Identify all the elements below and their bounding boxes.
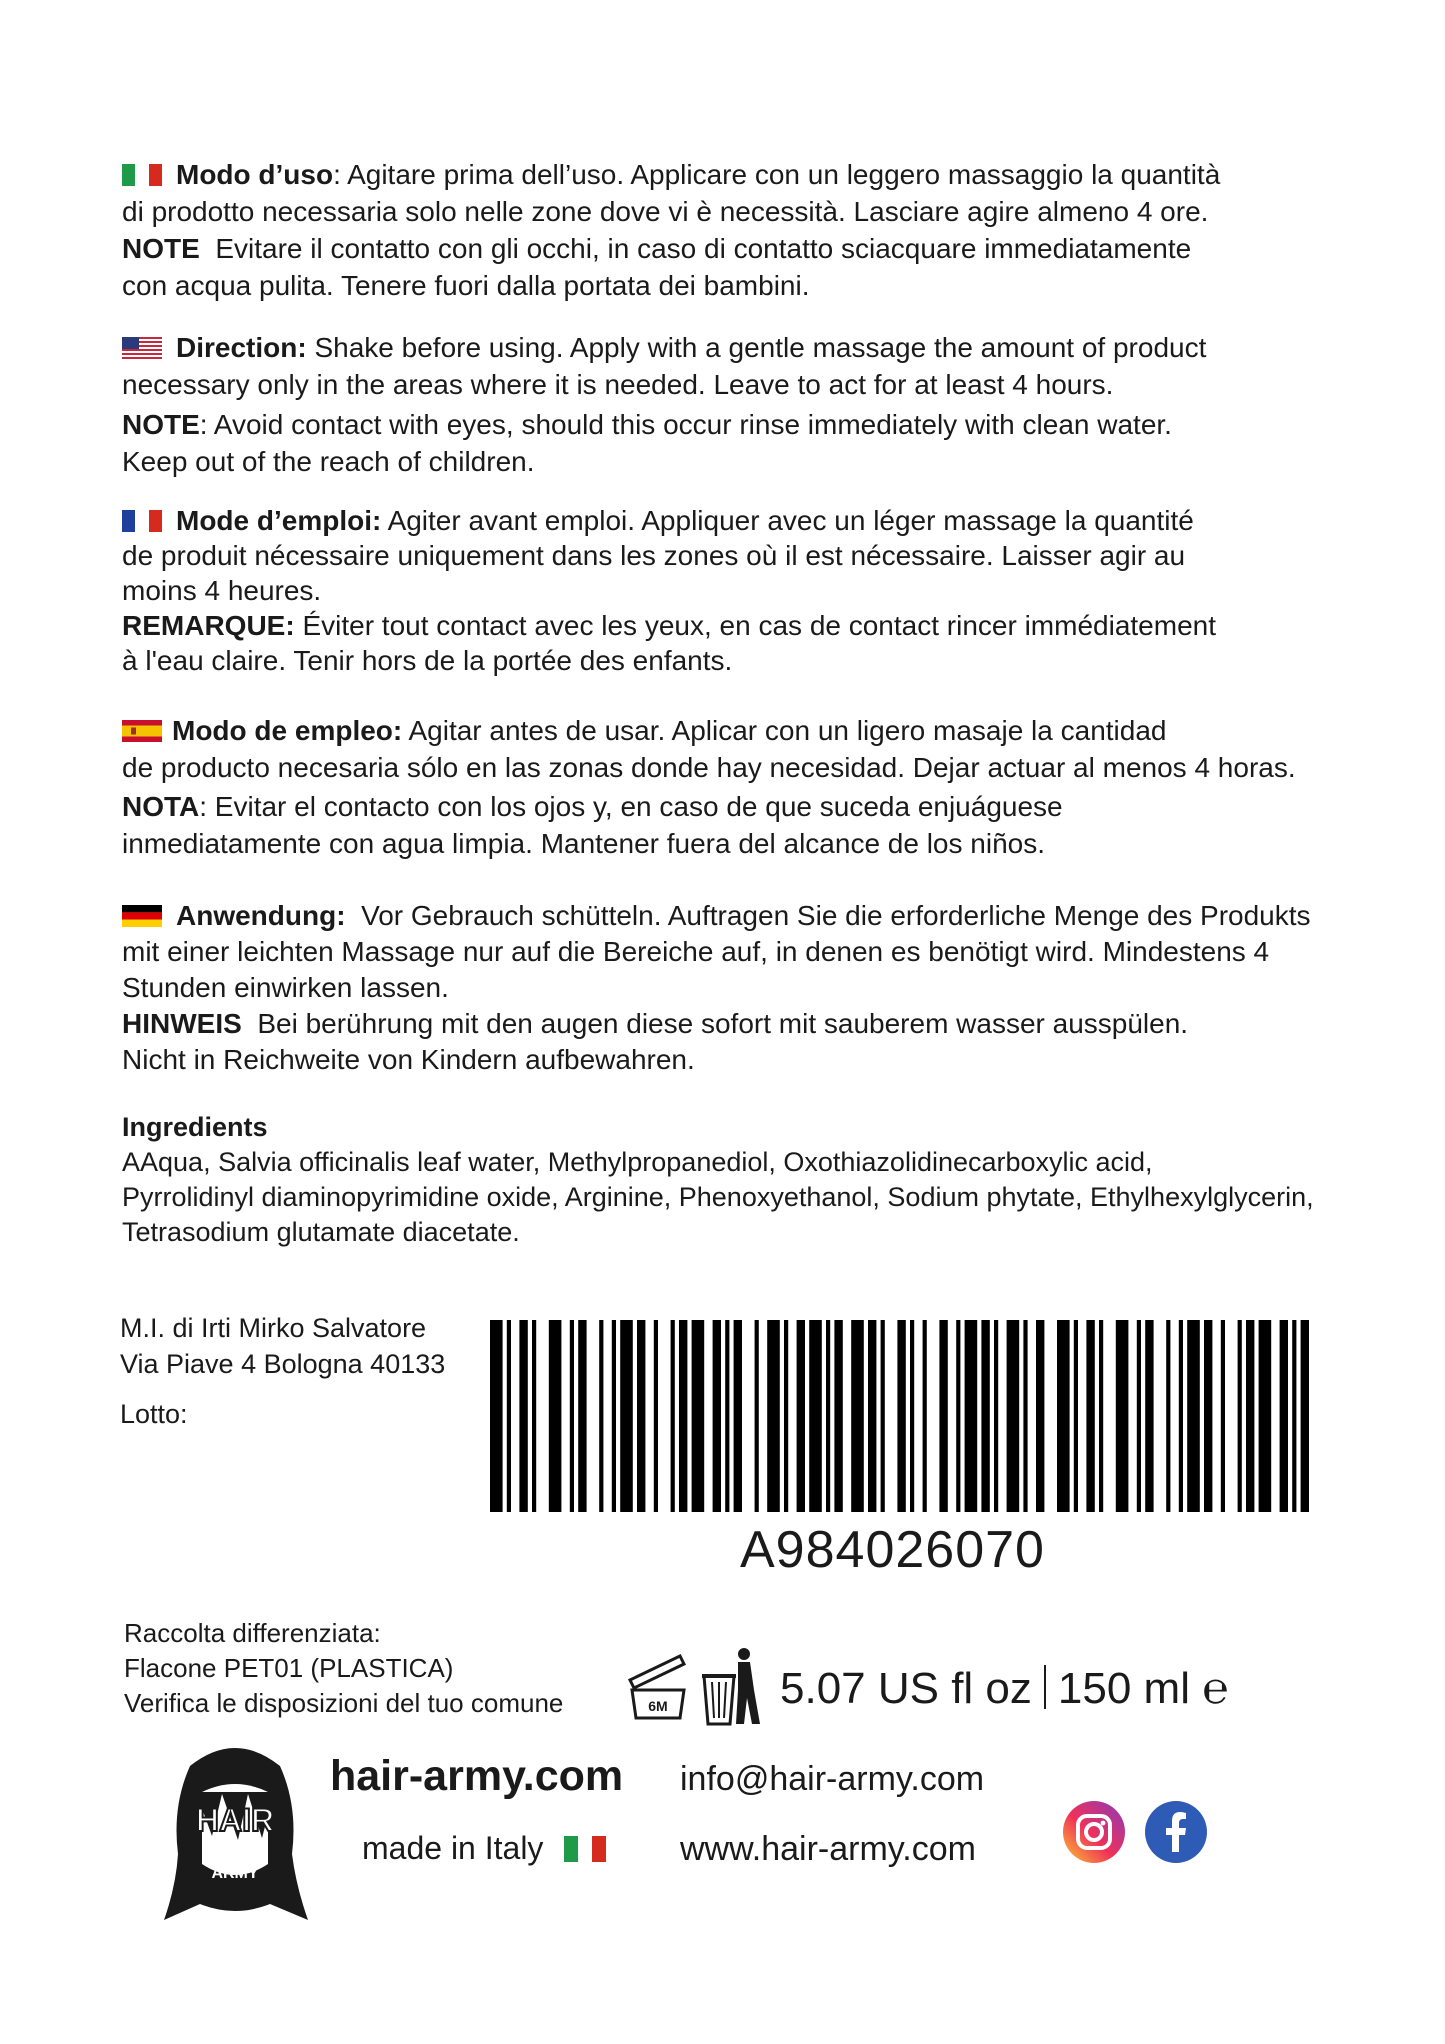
section-heading: Modo d’uso: [176, 159, 334, 190]
barcode-bar: [797, 1320, 805, 1512]
barcode-bar: [1086, 1320, 1094, 1512]
france-flag-icon: [122, 505, 162, 527]
note-label: NOTE: [122, 233, 200, 264]
barcode-bar: [1007, 1320, 1020, 1512]
company-name: M.I. di Irti Mirko Salvatore: [120, 1313, 427, 1343]
barcode-bar: [981, 1320, 989, 1512]
section-heading: Anwendung:: [176, 900, 346, 931]
barcode-bar: [834, 1320, 842, 1512]
lot-label: Lotto:: [120, 1399, 188, 1429]
note-label: NOTE: [122, 409, 200, 440]
recycling-line: Raccolta differenziata:: [124, 1618, 381, 1648]
note-text: con acqua pulita. Tenere fuori dalla portata dei bambini.: [122, 270, 810, 301]
barcode-bar: [910, 1320, 914, 1512]
recycle-bin-icon: [700, 1646, 764, 1726]
usage-section-spanish: [122, 712, 1372, 862]
ingredients-section: [122, 1110, 1372, 1250]
usage-section-italian: [122, 156, 1372, 304]
usa-flag-icon: [122, 331, 162, 353]
recycling-line: Verifica le disposizioni del tuo comune: [124, 1688, 564, 1718]
germany-flag-icon: [122, 900, 162, 922]
note-text: inmediatamente con agua limpia. Mantener fuera del alcance de los niños.: [122, 828, 1046, 859]
instagram-icon[interactable]: [1062, 1800, 1126, 1864]
barcode-bar: [1259, 1320, 1272, 1512]
note-text: à l'eau claire. Tenir hors de la portée des enfants.: [122, 645, 733, 676]
section-text: Stunden einwirken lassen.: [122, 972, 449, 1003]
barcode-bar: [851, 1320, 864, 1512]
barcode: [490, 1320, 1320, 1512]
volume-label: [780, 1664, 1229, 1714]
volume-divider: [1044, 1665, 1046, 1709]
barcode-bar: [1301, 1320, 1309, 1512]
spain-flag-icon: [122, 714, 162, 736]
section-text: : Agitare prima dell’uso. Applicare con un leggero massaggio la quantità: [333, 159, 1221, 190]
barcode-bar: [1187, 1320, 1200, 1512]
barcode-bar: [809, 1320, 822, 1512]
made-in-italy: [362, 1830, 620, 1867]
section-heading: Mode d’emploi:: [176, 505, 382, 536]
usage-section-german: [122, 898, 1372, 1078]
note-text: Nicht in Reichweite von Kindern aufbewahren.: [122, 1044, 695, 1075]
barcode-bar: [1116, 1320, 1129, 1512]
barcode-bar: [1023, 1320, 1027, 1512]
brand-site: hair-army.com: [330, 1752, 624, 1800]
barcode-bar: [1179, 1320, 1183, 1512]
note-label: NOTA: [122, 791, 200, 822]
barcode-bar: [1221, 1320, 1225, 1512]
contact-email[interactable]: info@hair-army.com: [680, 1760, 985, 1798]
section-text: Shake before using. Apply with a gentle massage the amount of product: [306, 332, 1207, 363]
note-text: Éviter tout contact avec les yeux, en cas de contact rincer immédiatement: [294, 610, 1216, 641]
barcode-number: A984026070: [740, 1521, 1045, 1579]
note-label: REMARQUE:: [122, 610, 295, 641]
barcode-bar: [1099, 1320, 1103, 1512]
section-text: Agitar antes de usar. Aplicar con un ligero masaje la cantidad: [402, 715, 1167, 746]
barcode-bar: [599, 1320, 603, 1512]
barcode-bar: [1137, 1320, 1141, 1512]
barcode-bar: [507, 1320, 511, 1512]
barcode-bar: [1057, 1320, 1070, 1512]
barcode-bar: [734, 1320, 742, 1512]
ingredients-text: Pyrrolidinyl diaminopyrimidine oxide, Arginine, Phenoxyethanol, Sodium phytate, Ethylhexylglycerin,: [122, 1182, 1314, 1212]
volume-ml: 150 ml: [1057, 1664, 1190, 1713]
section-text: necessary only in the areas where it is needed. Leave to act for at least 4 hours.: [122, 369, 1114, 400]
barcode-bar: [826, 1320, 830, 1512]
barcode-bar: [713, 1320, 721, 1512]
section-text: de producto necesaria sólo en las zonas donde hay necesidad. Dejar actuar al menos 4 horas.: [122, 752, 1296, 783]
barcode-bar: [637, 1320, 645, 1512]
section-text: moins 4 heures.: [122, 575, 322, 606]
made-in-text: made in Italy: [362, 1830, 544, 1866]
section-text: di prodotto necessaria solo nelle zone dove vi è necessità. Lasciare agire almeno 4 ore.: [122, 196, 1209, 227]
barcode-bar: [490, 1320, 503, 1512]
barcode-bar: [532, 1320, 536, 1512]
note-text: : Avoid contact with eyes, should this occur rinse immediately with clean water.: [199, 409, 1172, 440]
note-text: Evitare il contatto con gli occhi, in caso di contatto sciacquare immediatamente: [199, 233, 1192, 264]
estimated-mark-icon: ℮: [1202, 1664, 1229, 1713]
svg-text:ARMY: ARMY: [211, 1865, 259, 1882]
barcode-bar: [692, 1320, 705, 1512]
note-text: Bei berührung mit den augen diese sofort mit sauberem wasser ausspülen.: [241, 1008, 1189, 1039]
section-text: mit einer leichten Massage nur auf die Bereiche auf, in denen es benötigt wird. Mindestens 4: [122, 936, 1270, 967]
barcode-bar: [654, 1320, 658, 1512]
section-text: de produit nécessaire uniquement dans les zones où il est nécessaire. Laisser agir au: [122, 540, 1186, 571]
section-text: Vor Gebrauch schütteln. Auftragen Sie die erforderliche Menge des Produkts: [345, 900, 1311, 931]
recycling-line: Flacone PET01 (PLASTICA): [124, 1653, 454, 1683]
website-link[interactable]: www.hair-army.com: [680, 1830, 976, 1868]
barcode-bar: [784, 1320, 788, 1512]
barcode-bar: [578, 1320, 586, 1512]
section-heading: Direction:: [176, 332, 307, 363]
barcode-bar: [1246, 1320, 1254, 1512]
section-text: Agiter avant emploi. Appliquer avec un léger massage la quantité: [381, 505, 1194, 536]
barcode-bar: [1238, 1320, 1242, 1512]
barcode-bar: [620, 1320, 633, 1512]
barcode-bar: [965, 1320, 978, 1512]
facebook-icon[interactable]: [1144, 1800, 1208, 1864]
barcode-bar: [994, 1320, 998, 1512]
note-text: : Evitar el contacto con los ojos y, en caso de que suceda enjuáguese: [199, 791, 1063, 822]
barcode-bar: [956, 1320, 960, 1512]
barcode-bar: [1145, 1320, 1153, 1512]
italy-flag-icon: [122, 158, 162, 180]
ingredients-text: AAqua, Salvia officinalis leaf water, Methylpropanediol, Oxothiazolidinecarboxylic acid,: [122, 1147, 1153, 1177]
barcode-bar: [612, 1320, 616, 1512]
barcode-bar: [1280, 1320, 1288, 1512]
barcode-bar: [767, 1320, 780, 1512]
usage-section-french: [122, 503, 1372, 678]
note-label: HINWEIS: [122, 1008, 242, 1039]
barcode-bar: [1166, 1320, 1170, 1512]
section-heading: Modo de empleo:: [172, 715, 403, 746]
barcode-bar: [868, 1320, 876, 1512]
pao-label: 6M: [648, 1698, 668, 1714]
barcode-bar: [519, 1320, 527, 1512]
italy-flag-icon: [564, 1833, 606, 1859]
barcode-bar: [923, 1320, 927, 1512]
barcode-bar: [1036, 1320, 1044, 1512]
note-text: Keep out of the reach of children.: [122, 446, 535, 477]
usage-section-english: [122, 329, 1372, 480]
barcode-bar: [679, 1320, 687, 1512]
recycling-info: [124, 1616, 563, 1721]
barcode-bar: [725, 1320, 729, 1512]
barcode-bar: [881, 1320, 885, 1512]
barcode-bar: [549, 1320, 562, 1512]
barcode-bar: [1204, 1320, 1212, 1512]
barcode-bar: [570, 1320, 574, 1512]
barcode-bar: [671, 1320, 675, 1512]
hair-army-logo: [160, 1736, 310, 1926]
barcode-bar: [1074, 1320, 1078, 1512]
ingredients-text: Tetrasodium glutamate diacetate.: [122, 1217, 520, 1247]
company-address: Via Piave 4 Bologna 40133: [120, 1349, 446, 1379]
barcode-bar: [1292, 1320, 1296, 1512]
pao-jar-icon: [626, 1650, 690, 1722]
ingredients-title: Ingredients: [122, 1112, 268, 1142]
volume-us: 5.07 US fl oz: [780, 1664, 1032, 1713]
svg-text:HAIR: HAIR: [195, 1802, 275, 1838]
barcode-bar: [755, 1320, 759, 1512]
barcode-bar: [939, 1320, 947, 1512]
company-info: [120, 1310, 445, 1432]
barcode-bar: [897, 1320, 905, 1512]
